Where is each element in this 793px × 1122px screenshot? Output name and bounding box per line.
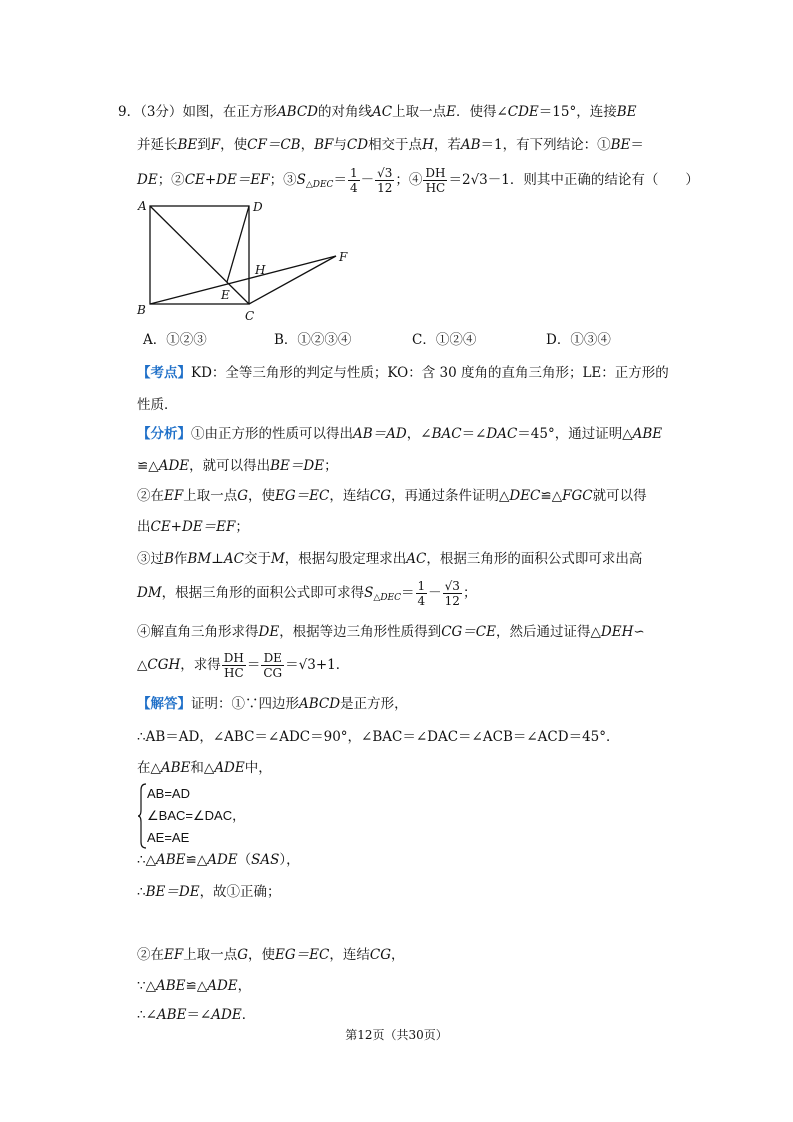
text: ABE (155, 978, 186, 994)
text: ＝∠ (186, 1007, 212, 1023)
text: EF (164, 947, 184, 963)
text: CF＝CB (247, 137, 301, 153)
text: ≌△ (185, 978, 208, 994)
text: DEC (509, 488, 541, 504)
text: 相交于点 (368, 137, 423, 153)
label-h: H (255, 263, 266, 277)
text: ③过 (137, 551, 164, 567)
text: ABE (155, 852, 186, 868)
fenxi-line-8 (137, 648, 349, 682)
text: 证明：①∵四边形 (191, 696, 299, 712)
label-c: C (245, 309, 255, 323)
text: B (164, 551, 174, 567)
text: CD (346, 137, 369, 153)
text: ＝ (285, 657, 299, 673)
text: AC (372, 104, 393, 120)
text: 4 (349, 181, 358, 195)
text: DEH (600, 624, 634, 640)
text: 是正方形， (340, 696, 408, 712)
text: ，使 (248, 488, 276, 504)
sqrt-icon: √ (444, 579, 453, 593)
question-line-1 (118, 102, 637, 122)
kaodian-line-2 (137, 395, 178, 415)
text: ，故①正确； (199, 884, 281, 900)
text: 就可以得 (592, 488, 647, 504)
text: ②在 (137, 488, 164, 504)
option-b (274, 330, 351, 350)
text: ∴AB＝AD，∠ABC＝∠ADC＝90°，∠BAC＝∠DAC＝∠ACB＝∠ACD＝45°． (137, 729, 620, 745)
text: ， (237, 978, 252, 994)
text: ，根据等边三角形性质得到 (279, 624, 442, 640)
text: FGC (562, 488, 593, 504)
text: EG＝EC (275, 947, 330, 963)
text: CE+DE＝EF (150, 519, 236, 535)
text: ； (462, 585, 477, 601)
jieda-line-6 (137, 945, 404, 965)
text: BE (177, 137, 198, 153)
text: ≌△ (540, 488, 563, 504)
text: ＝15°，连接 (538, 104, 617, 120)
text: ADE (211, 1007, 242, 1023)
label-e: E (221, 288, 230, 302)
fenxi-line-1 (137, 424, 662, 444)
text: － (360, 172, 375, 188)
text: CGH (147, 657, 181, 673)
text: DH (425, 166, 446, 180)
fenxi-line-4 (137, 517, 249, 537)
text: CG (263, 666, 283, 680)
text: （ (237, 852, 252, 868)
label-f: F (339, 250, 348, 264)
text: 12 (377, 181, 393, 195)
text: AB＝AD (353, 426, 407, 442)
sqrt-icon: √ (377, 166, 385, 180)
jieda-line-5 (137, 882, 281, 902)
jieda-line-7 (137, 976, 251, 996)
fenxi-line-5 (137, 549, 642, 569)
text: ABE (632, 426, 663, 442)
text: 作 (173, 551, 188, 567)
text: EG＝EC (275, 488, 330, 504)
condition-3: AE=AE (147, 830, 190, 845)
text: ，根据三角形的面积公式即可求出高 (426, 551, 643, 567)
text: 交于 (243, 551, 271, 567)
text: 3 (479, 172, 488, 188)
text: G (237, 488, 249, 504)
text: 性质． (137, 397, 178, 413)
text: E (446, 104, 456, 120)
text: ＝1，有下列结论：① (480, 137, 611, 153)
fenxi-tag: 【分析】 (137, 426, 191, 442)
text: △DEC (373, 593, 401, 603)
text: 上取一点 (183, 947, 238, 963)
text: HC (224, 666, 244, 680)
text: 12 (444, 594, 460, 608)
text: 4 (417, 594, 426, 608)
text: BE＝DE (145, 884, 200, 900)
text: ，根据勾股定理求出 (284, 551, 407, 567)
text: ；② (157, 172, 185, 188)
text: ． (241, 1007, 256, 1023)
text: ； (235, 519, 249, 535)
question-line-2 (137, 135, 644, 155)
text: C．①②④ (412, 332, 477, 348)
text: 到 (197, 137, 211, 153)
text: DE (261, 651, 284, 666)
text: ．使得∠ (455, 104, 508, 120)
text: 3 (452, 579, 460, 593)
text: ABE (160, 760, 191, 776)
text: EF (164, 488, 184, 504)
text: S (364, 585, 374, 601)
text: DE (258, 624, 280, 640)
text: ， (390, 947, 405, 963)
text: ，求得 (180, 657, 221, 673)
text: CG＝CE (441, 624, 496, 640)
text: ADE (207, 852, 238, 868)
kaodian-tag: 【考点】 (137, 365, 191, 381)
fenxi-line-3 (137, 486, 647, 506)
fenxi-line-2 (137, 456, 338, 476)
jieda-line-2 (137, 727, 620, 747)
sqrt-icon: √ (298, 657, 308, 673)
label-d: D (253, 200, 263, 214)
text: A．①②③ (143, 332, 207, 348)
text: BE (610, 137, 631, 153)
condition-2: ∠BAC=∠DAC， (147, 808, 246, 823)
text: BM⊥AC (187, 551, 244, 567)
text: SAS (251, 852, 280, 868)
text: ，连结 (329, 947, 370, 963)
text: ∴△ (137, 852, 156, 868)
text: －1．则其中正确的结论有（ ） (487, 172, 699, 188)
text: 1 (417, 579, 426, 593)
text: BE＝DE (270, 458, 325, 474)
text: ＝ (630, 137, 644, 153)
text: ，使 (220, 137, 248, 153)
text: ； (324, 458, 338, 474)
text: ①由正方形的性质可以得出 (191, 426, 353, 442)
text: ADE (158, 458, 190, 474)
fraction (222, 651, 246, 680)
text: ，根据三角形的面积公式即可求得 (161, 585, 365, 601)
text: ∵△ (137, 978, 156, 994)
segment-de (227, 206, 249, 282)
text: B．①②③④ (274, 332, 352, 348)
text: CG (369, 488, 391, 504)
text: 1 (349, 166, 358, 180)
text: 上取一点 (392, 104, 447, 120)
text: 如图，在正方形 (182, 104, 277, 120)
text: ， (300, 137, 315, 153)
text: ，就可以得出 (189, 458, 271, 474)
text: 和△ (190, 760, 215, 776)
text: △ (137, 657, 148, 673)
text: 与 (333, 137, 347, 153)
text: S (296, 172, 306, 188)
text: ADE (207, 978, 238, 994)
text: ＝2 (448, 172, 471, 188)
text: ；④ (395, 172, 423, 188)
fenxi-line-6 (137, 576, 476, 615)
text: － (428, 585, 442, 601)
text: ＝ (401, 585, 415, 601)
text: 并延长 (137, 137, 178, 153)
text: HC (425, 181, 446, 195)
question-number: 9． (118, 104, 141, 120)
text: 出 (137, 519, 151, 535)
text: ∴ (137, 884, 146, 900)
text: CDE (507, 104, 539, 120)
text: +1． (315, 657, 350, 673)
text: F (210, 137, 221, 153)
text: ，然后通过证得△ (496, 624, 601, 640)
text: △DEC (305, 180, 334, 190)
text: CE+DE＝EF (184, 172, 270, 188)
text: DH (223, 651, 244, 665)
text: KD：全等三角形的判定与性质；KO：含 30 度角的直角三角形；LE：正方形的 (191, 365, 669, 381)
text: 中， (244, 760, 272, 776)
option-d (546, 330, 611, 350)
text: ，再通过条件证明△ (390, 488, 510, 504)
jieda-line-1 (137, 694, 408, 714)
label-b: B (137, 303, 146, 317)
text: ADE (214, 760, 245, 776)
text: BE (616, 104, 637, 120)
text: ≌△ (185, 852, 208, 868)
left-brace-icon (137, 783, 147, 849)
text: ABE (156, 1007, 187, 1023)
text: ＝ (333, 172, 347, 188)
text: ，使 (248, 947, 276, 963)
jieda-line-4 (137, 850, 300, 870)
text: ∴∠ (137, 1007, 157, 1023)
text: ABCD (276, 104, 319, 120)
fenxi-line-7 (137, 622, 645, 642)
geometry-figure (128, 196, 368, 326)
text: DM (137, 585, 162, 601)
segment-bf (150, 256, 336, 304)
fraction (261, 651, 284, 680)
text: ＝ (246, 657, 261, 673)
text: AB (460, 137, 481, 153)
text: ABCD (299, 696, 341, 712)
jieda-line-3 (137, 758, 272, 778)
text: ≌△ (137, 458, 159, 474)
fraction (416, 579, 428, 608)
text: 3 (384, 166, 393, 180)
text: G (237, 947, 249, 963)
text: ；③ (269, 172, 297, 188)
option-a (143, 330, 207, 350)
text: ，∠ (406, 426, 432, 442)
text: ＝45°，通过证明△ (517, 426, 633, 442)
text: 3 (307, 657, 316, 673)
page-footer: 第12页（共30页） (345, 1028, 448, 1042)
text: 的对角线 (318, 104, 373, 120)
text: BAC (431, 426, 462, 442)
text: M (270, 551, 285, 567)
option-c (412, 330, 476, 350)
condition-1: AB=AD (147, 786, 190, 801)
jieda-tag: 【解答】 (137, 696, 191, 712)
text: D．①③④ (546, 332, 611, 348)
label-a: A (138, 199, 147, 213)
text: BF (314, 137, 334, 153)
question-score: （3分） (140, 104, 183, 120)
text: ＝∠ (461, 426, 487, 442)
text: CG (369, 947, 391, 963)
jieda-line-8 (137, 1005, 255, 1025)
text: AC (406, 551, 427, 567)
fraction (375, 166, 394, 195)
text: ∽ (633, 624, 645, 640)
sqrt-icon: √ (470, 172, 480, 188)
fraction (443, 579, 462, 608)
text: DAC (486, 426, 518, 442)
text: ，连结 (329, 488, 370, 504)
text: 上取一点 (183, 488, 238, 504)
text: H (422, 137, 434, 153)
text: DE (137, 172, 158, 188)
fraction (348, 166, 360, 195)
text: ④解直角三角形求得 (137, 624, 259, 640)
text: 在△ (137, 760, 161, 776)
text: ）， (279, 852, 300, 868)
fraction (423, 166, 447, 195)
text: ，若 (433, 137, 461, 153)
text: ②在 (137, 947, 164, 963)
kaodian-line-1 (137, 363, 669, 383)
